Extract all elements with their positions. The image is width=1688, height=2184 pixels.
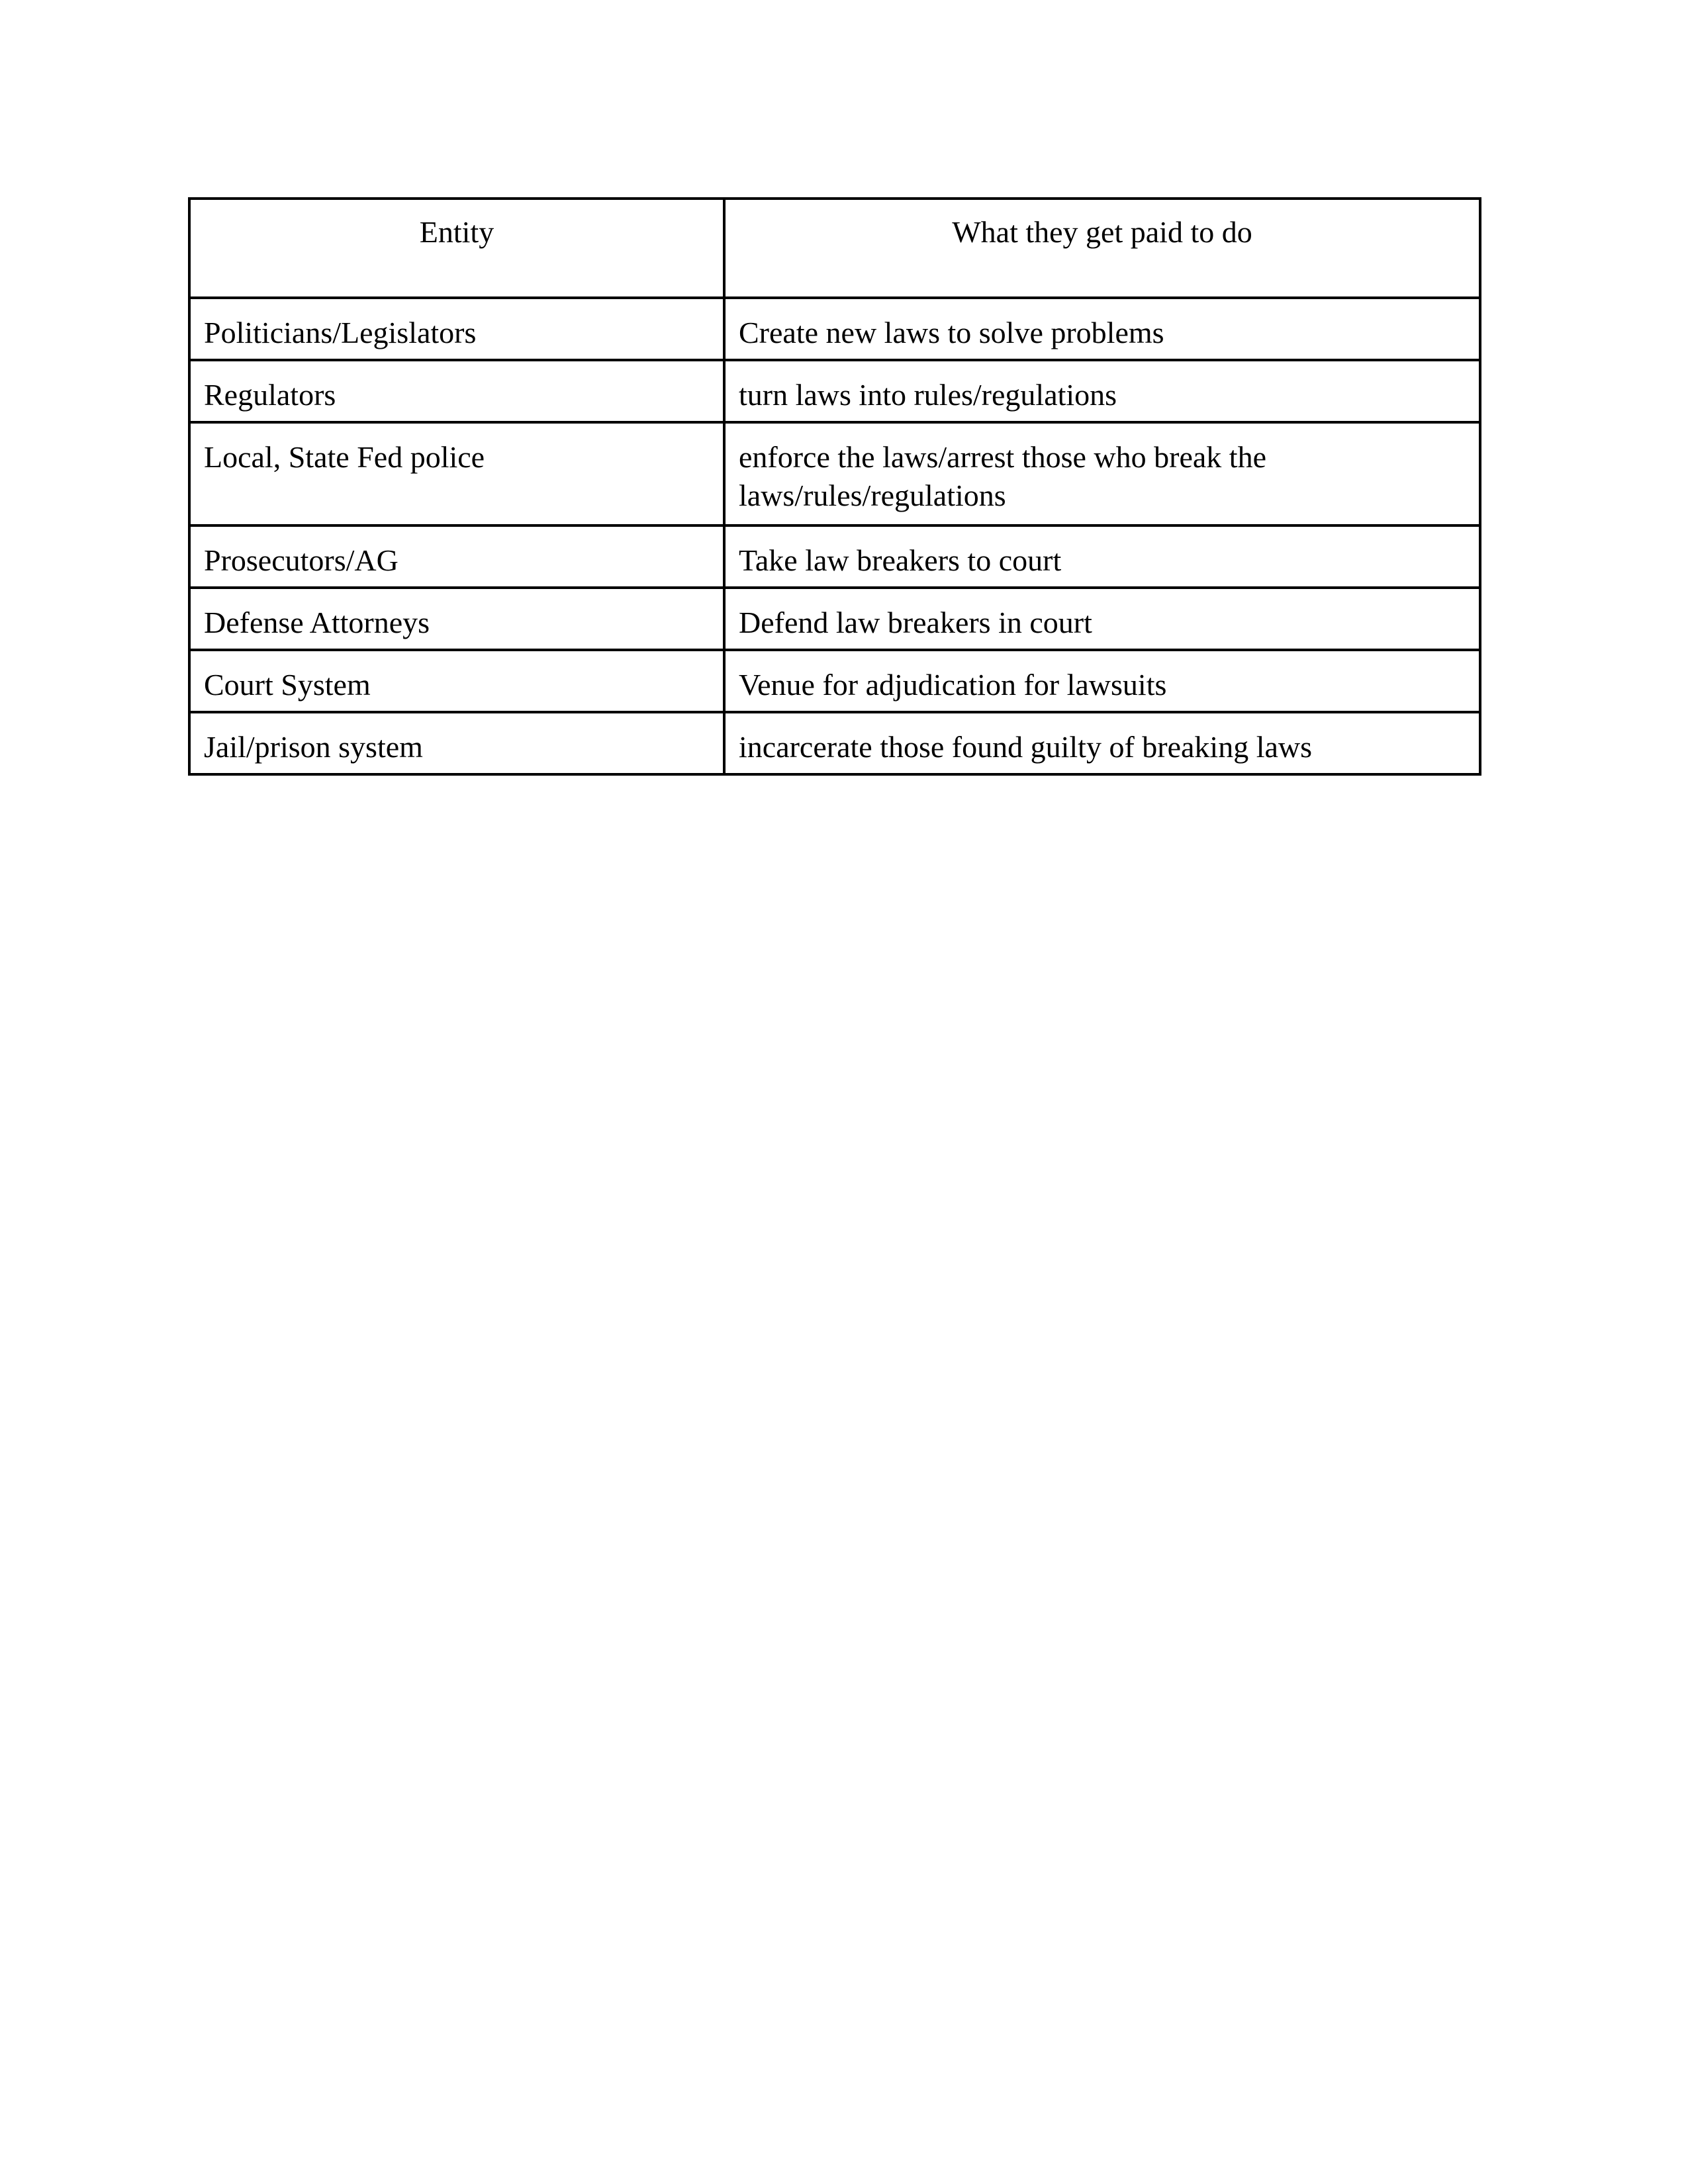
- duty-cell: Take law breakers to court: [724, 525, 1480, 588]
- entity-cell: Jail/prison system: [189, 712, 724, 774]
- duty-cell: Defend law breakers in court: [724, 588, 1480, 650]
- entity-cell: Local, State Fed police: [189, 422, 724, 525]
- table-row: [189, 422, 1480, 525]
- entity-duties-table: [188, 197, 1481, 776]
- entity-cell: Prosecutors/AG: [189, 525, 724, 588]
- header-duty: What they get paid to do: [724, 199, 1480, 298]
- entity-cell: Defense Attorneys: [189, 588, 724, 650]
- entity-cell: Court System: [189, 650, 724, 712]
- table-row: [189, 588, 1480, 650]
- entity-cell: Politicians/Legislators: [189, 298, 724, 360]
- duty-cell: enforce the laws/arrest those who break the laws/rules/regulations: [724, 422, 1480, 525]
- table-header: [189, 199, 1480, 298]
- table-row: [189, 525, 1480, 588]
- table-body: [189, 298, 1480, 774]
- duty-cell: Create new laws to solve problems: [724, 298, 1480, 360]
- duty-cell: incarcerate those found guilty of breaking laws: [724, 712, 1480, 774]
- table-row: [189, 360, 1480, 422]
- table-header-row: [189, 199, 1480, 298]
- table-row: [189, 712, 1480, 774]
- table-row: [189, 298, 1480, 360]
- entity-cell: Regulators: [189, 360, 724, 422]
- header-entity: Entity: [189, 199, 724, 298]
- duty-cell: turn laws into rules/regulations: [724, 360, 1480, 422]
- duty-cell: Venue for adjudication for lawsuits: [724, 650, 1480, 712]
- table-row: [189, 650, 1480, 712]
